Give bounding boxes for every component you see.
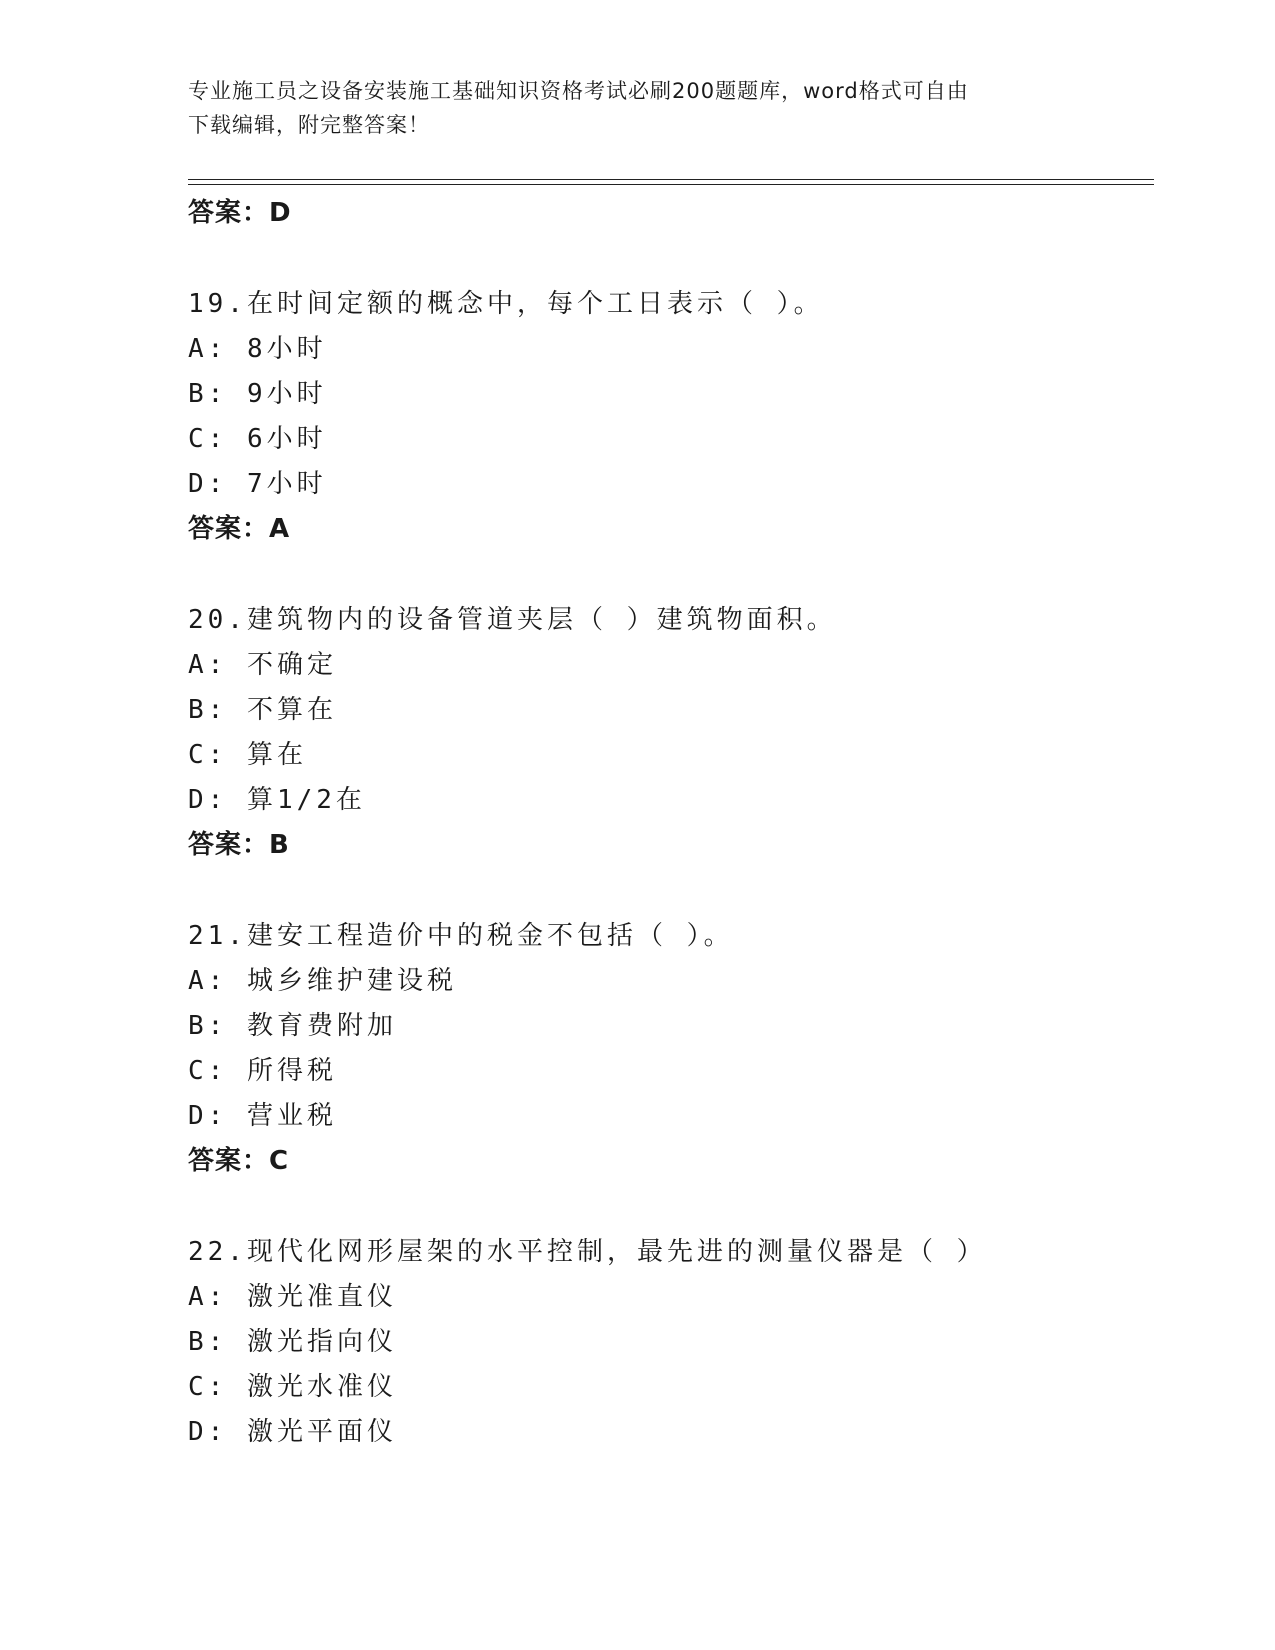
header-divider-top: [188, 179, 1154, 180]
option-b: B: 激光指向仪: [188, 1327, 397, 1357]
option-d: D: 营业税: [188, 1101, 337, 1131]
spacer: [188, 1184, 1148, 1230]
option-c: C: 激光水准仪: [188, 1372, 397, 1402]
question-22: [188, 1230, 1148, 1455]
option-b: B: 教育费附加: [188, 1011, 397, 1041]
header-title-line-1: 专业施工员之设备安装施工基础知识资格考试必刷200题题库，word格式可自由: [188, 79, 969, 103]
question-title: 21.建安工程造价中的税金不包括（ ）。: [188, 921, 734, 951]
question-list: [188, 191, 1148, 1455]
question-title: 20.建筑物内的设备管道夹层（ ）建筑物面积。: [188, 605, 837, 635]
option-d: D: 激光平面仪: [188, 1417, 397, 1447]
header-title-line-2: 下载编辑，附完整答案！: [188, 113, 430, 137]
question-21: [188, 914, 1148, 1184]
question-title: 19.在时间定额的概念中，每个工日表示（ ）。: [188, 289, 824, 319]
option-c: C: 所得税: [188, 1056, 337, 1086]
question-answer: 答案：C: [188, 1146, 290, 1176]
question-answer: 答案：A: [188, 514, 291, 544]
option-a: A: 激光准直仪: [188, 1282, 397, 1312]
header-divider-bottom: [188, 184, 1154, 185]
spacer: [188, 868, 1148, 914]
option-a: A: 8小时: [188, 334, 327, 364]
option-b: B: 9小时: [188, 379, 327, 409]
question-answer: 答案：B: [188, 830, 290, 860]
question-title: 22.现代化网形屋架的水平控制，最先进的测量仪器是（ ）: [188, 1237, 987, 1267]
option-c: C: 算在: [188, 740, 307, 770]
option-a: A: 不确定: [188, 650, 337, 680]
option-d: D: 7小时: [188, 469, 327, 499]
option-d: D: 算1/2在: [188, 785, 366, 815]
spacer: [188, 552, 1148, 598]
option-b: B: 不算在: [188, 695, 337, 725]
option-c: C: 6小时: [188, 424, 327, 454]
question-19: [188, 282, 1148, 552]
previous-answer: 答案：D: [188, 198, 292, 228]
option-a: A: 城乡维护建设税: [188, 966, 457, 996]
question-20: [188, 598, 1148, 868]
document-header: [188, 74, 1088, 142]
spacer: [188, 236, 1148, 282]
